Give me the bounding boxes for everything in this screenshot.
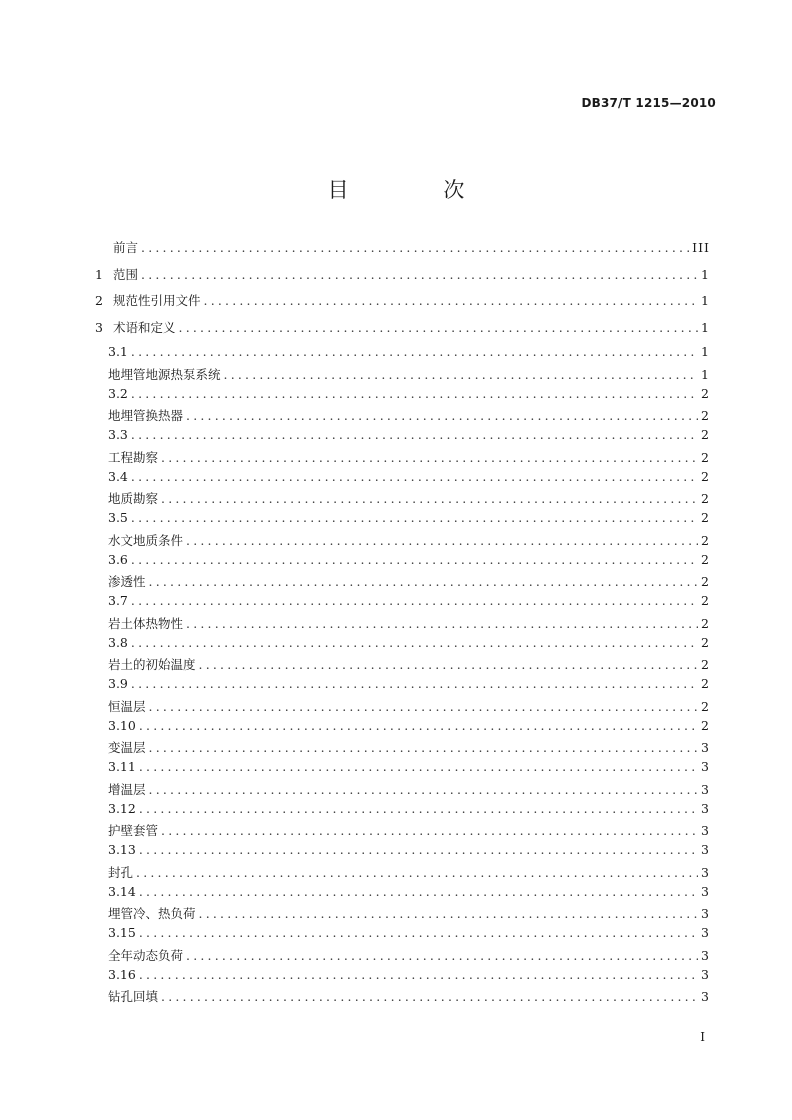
toc-leader-dots <box>161 491 698 506</box>
toc-entry[interactable] <box>95 718 710 739</box>
toc-leader-dots <box>199 906 699 921</box>
toc-entry-page: 2 <box>701 449 710 465</box>
toc-entry[interactable] <box>95 655 710 676</box>
toc-leader-dots <box>136 865 698 880</box>
toc-entry-title: 岩土体热物性 <box>108 615 184 631</box>
toc-entry[interactable] <box>95 531 710 552</box>
toc-entry-title: 3.11 <box>108 759 136 774</box>
toc-entry-page: 3 <box>701 966 710 982</box>
toc-entry-number: 1 <box>95 266 103 282</box>
toc-entry[interactable] <box>95 552 710 573</box>
toc-entry[interactable] <box>95 572 710 593</box>
toc-entry-page: 3 <box>701 989 710 1005</box>
toc-leader-dots <box>131 635 698 650</box>
toc-entry[interactable] <box>95 863 710 884</box>
toc-entry-page: 3 <box>701 906 710 922</box>
toc-leader-dots <box>131 386 698 401</box>
toc-entry[interactable] <box>95 406 710 427</box>
toc-entry-page: 2 <box>701 491 710 507</box>
toc-entry-page: 2 <box>701 574 710 590</box>
toc-entry-page: 2 <box>701 657 710 673</box>
toc-leader-dots <box>186 948 698 963</box>
toc-entry-title: 3.14 <box>108 883 136 899</box>
toc-leader-dots <box>139 925 698 940</box>
toc-entry-page: 1 <box>701 266 710 282</box>
toc-entry[interactable] <box>95 884 710 905</box>
toc-entry[interactable] <box>95 821 710 842</box>
toc-entry-title: 3.2 <box>108 385 128 401</box>
toc-leader-dots <box>139 801 698 816</box>
toc-entry-title: 封孔 <box>108 864 134 880</box>
toc-entry-title: 护壁套管 <box>108 823 159 839</box>
toc-entry[interactable] <box>95 386 710 407</box>
toc-entry[interactable] <box>95 344 710 365</box>
toc-entry[interactable] <box>95 291 710 318</box>
toc-entry-title: 3.7 <box>108 593 128 608</box>
toc-entry[interactable] <box>95 614 710 635</box>
toc-entry-number: 3 <box>95 319 103 335</box>
toc-entry[interactable] <box>95 318 710 345</box>
toc-leader-dots <box>199 657 699 672</box>
toc-entry-title: 3.1 <box>108 344 128 359</box>
toc-entry-title: 埋管冷、热负荷 <box>108 906 196 922</box>
toc-entry-page: 3 <box>701 800 710 816</box>
toc-entry-title: 地埋管换热器 <box>108 408 184 424</box>
toc-entry-title: 术语和定义 <box>113 319 176 335</box>
toc-entry-page: 3 <box>701 823 710 839</box>
toc-leader-dots <box>141 240 689 255</box>
toc-entry-title: 3.5 <box>108 510 128 525</box>
page-title: 目 次 <box>327 178 509 202</box>
toc-entry-title: 3.4 <box>108 468 128 484</box>
toc-entry-page: 1 <box>701 366 710 382</box>
toc-entry[interactable] <box>95 759 710 780</box>
toc-entry-page: 2 <box>701 717 710 733</box>
toc-leader-dots <box>139 884 698 899</box>
toc-entry[interactable] <box>95 697 710 718</box>
toc-entry[interactable] <box>95 946 710 967</box>
toc-leader-dots <box>149 740 699 755</box>
toc-entry[interactable] <box>95 427 710 448</box>
toc-entry-page: 2 <box>701 698 710 714</box>
toc-entry-title: 地质勘察 <box>108 491 159 507</box>
toc-entry[interactable] <box>95 238 710 265</box>
toc-entry-page: 3 <box>701 925 710 940</box>
toc-leader-dots <box>141 267 698 282</box>
toc-leader-dots <box>131 427 698 442</box>
toc-entry[interactable] <box>95 738 710 759</box>
toc-entry[interactable] <box>95 904 710 925</box>
toc-entry-page: 2 <box>701 427 710 442</box>
toc-leader-dots <box>161 823 698 838</box>
toc-entry-page: 1 <box>701 293 710 308</box>
toc-entry-title: 前言 <box>113 240 139 255</box>
toc-entry-page: 2 <box>701 385 710 401</box>
toc-entry[interactable] <box>95 780 710 801</box>
toc-leader-dots <box>204 293 699 308</box>
toc-leader-dots <box>224 367 699 382</box>
toc-entry-page: 3 <box>701 781 710 797</box>
table-of-contents <box>95 238 710 1008</box>
toc-entry-title: 恒温层 <box>108 698 146 714</box>
toc-entry-page: 1 <box>701 319 710 335</box>
toc-entry[interactable] <box>95 469 710 490</box>
toc-entry-title: 全年动态负荷 <box>108 947 184 963</box>
toc-entry-page: 3 <box>701 759 710 774</box>
toc-entry[interactable] <box>95 448 710 469</box>
toc-entry[interactable] <box>95 676 710 697</box>
toc-leader-dots <box>186 616 698 631</box>
toc-entry[interactable] <box>95 510 710 531</box>
toc-entry-page: 2 <box>701 634 710 650</box>
toc-leader-dots <box>131 676 698 691</box>
toc-entry[interactable] <box>95 987 710 1008</box>
toc-entry-title: 3.9 <box>108 676 128 691</box>
toc-entry-title: 工程勘察 <box>108 449 159 465</box>
toc-entry-page: 2 <box>701 615 710 631</box>
toc-entry-page: 3 <box>701 883 710 899</box>
toc-entry-title: 3.10 <box>108 717 136 733</box>
toc-entry-title: 3.3 <box>108 427 128 442</box>
toc-leader-dots <box>149 782 699 797</box>
toc-entry-page: 3 <box>701 740 710 756</box>
toc-entry-number: 2 <box>95 293 103 308</box>
toc-entry[interactable] <box>95 925 710 946</box>
toc-entry-title: 水文地质条件 <box>108 532 184 548</box>
toc-entry-page: 2 <box>701 676 710 691</box>
toc-entry-title: 增温层 <box>108 781 146 797</box>
toc-leader-dots <box>131 593 698 608</box>
toc-leader-dots <box>131 469 698 484</box>
toc-leader-dots <box>179 320 699 335</box>
toc-entry-title: 3.6 <box>108 551 128 567</box>
toc-entry[interactable] <box>95 635 710 656</box>
toc-entry-title: 钻孔回填 <box>108 989 159 1005</box>
toc-entry-page: 2 <box>701 510 710 525</box>
toc-leader-dots <box>139 842 698 857</box>
toc-leader-dots <box>149 574 699 589</box>
toc-leader-dots <box>186 408 698 423</box>
toc-entry-page: 2 <box>701 593 710 608</box>
toc-leader-dots <box>139 759 698 774</box>
toc-leader-dots <box>131 510 698 525</box>
toc-entry[interactable] <box>95 489 710 510</box>
toc-entry[interactable] <box>95 365 710 386</box>
toc-leader-dots <box>131 344 698 359</box>
toc-entry-title: 渗透性 <box>108 574 146 590</box>
toc-leader-dots <box>139 967 698 982</box>
toc-entry-page: 2 <box>701 551 710 567</box>
toc-entry-page: 3 <box>701 842 710 857</box>
toc-leader-dots <box>139 718 698 733</box>
toc-entry-title: 3.8 <box>108 634 128 650</box>
document-code: DB37/T 1215—2010 <box>581 96 716 110</box>
toc-leader-dots <box>186 533 698 548</box>
toc-entry-page: 3 <box>701 947 710 963</box>
toc-entry-page: 1 <box>701 344 710 359</box>
toc-entry-page: 3 <box>701 864 710 880</box>
toc-leader-dots <box>131 552 698 567</box>
toc-entry-page: 2 <box>701 532 710 548</box>
toc-entry[interactable] <box>95 265 710 292</box>
toc-entry-title: 规范性引用文件 <box>113 293 201 308</box>
toc-leader-dots <box>161 450 698 465</box>
toc-entry[interactable] <box>95 801 710 822</box>
toc-entry[interactable] <box>95 967 710 988</box>
toc-entry-page: III <box>692 240 710 255</box>
toc-leader-dots <box>149 699 699 714</box>
toc-leader-dots <box>161 989 698 1004</box>
toc-entry-title: 变温层 <box>108 740 146 756</box>
toc-entry-title: 3.12 <box>108 800 136 816</box>
toc-entry-title: 3.16 <box>108 966 136 982</box>
toc-entry-title: 岩土的初始温度 <box>108 657 196 673</box>
toc-entry[interactable] <box>95 842 710 863</box>
footer-page-number: I <box>700 1030 705 1044</box>
toc-entry-title: 范围 <box>113 266 139 282</box>
toc-entry-title: 地埋管地源热泵系统 <box>108 366 221 382</box>
toc-entry-title: 3.15 <box>108 925 136 940</box>
toc-entry[interactable] <box>95 593 710 614</box>
toc-entry-title: 3.13 <box>108 842 136 857</box>
toc-entry-page: 2 <box>701 468 710 484</box>
toc-entry-page: 2 <box>701 408 710 424</box>
